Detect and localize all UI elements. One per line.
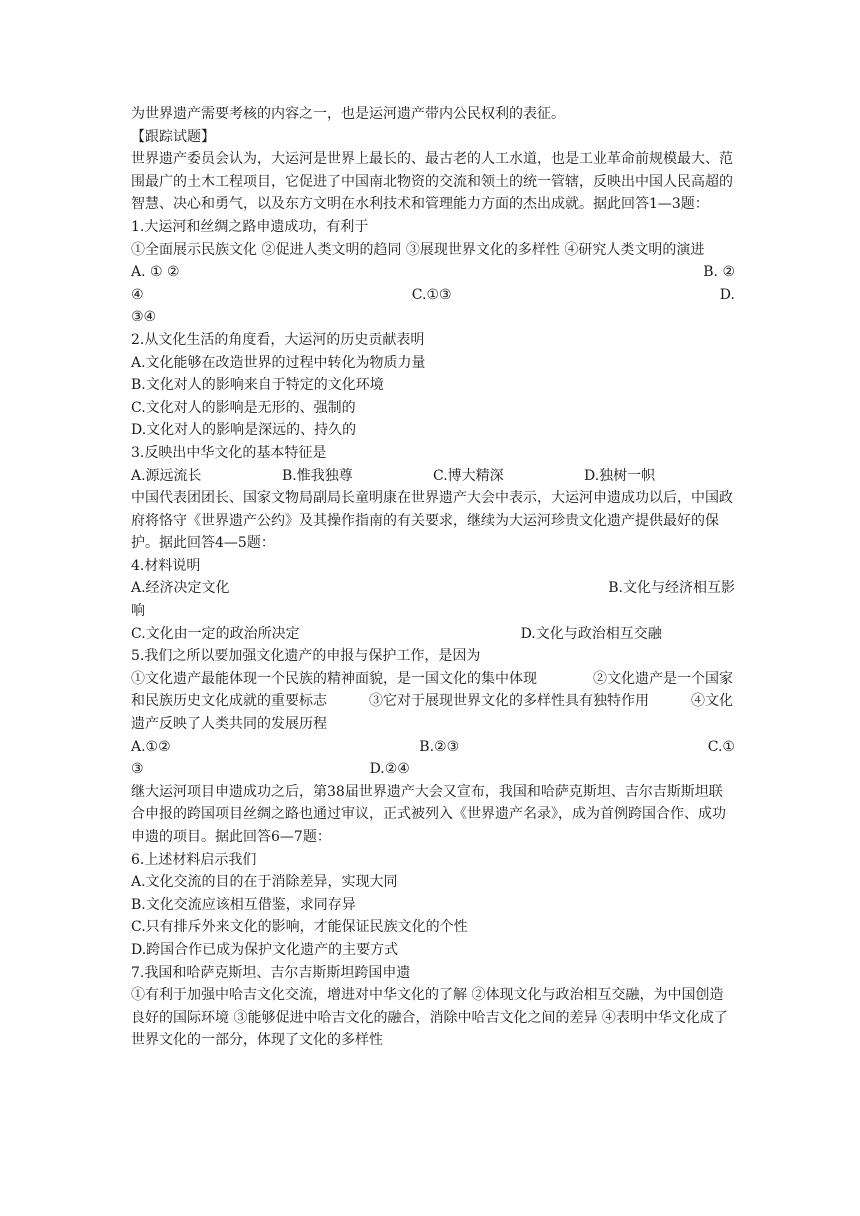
question-7-stem: 7.我国和哈萨克斯坦、吉尔吉斯斯坦跨国申遗	[131, 964, 411, 981]
question-6-option-c: C.只有排斥外来文化的影响，才能保证民族文化的个性	[131, 919, 468, 936]
question-6-stem: 6.上述材料启示我们	[131, 851, 257, 868]
question-2-option-c: C.文化对人的影响是无形的、强制的	[131, 399, 356, 416]
material-2: 中国代表团团长、国家文物局副局长童明康在世界遗产大会中表示，大运河申遗成功以后，中国政府将恪守《世界遗产公约》及其操作指南的有关要求，继续为大运河珍贵文化遗产提供最好的保护。据此回答4—5题：	[131, 490, 733, 552]
question-6-option-a: A.文化交流的目的在于消除差异，实现大同	[131, 874, 398, 891]
question-4-stem: 4.材料说明	[131, 557, 201, 574]
material-1: 世界遗产委员会认为，大运河是世界上最长的、最古老的人工水道，也是工业革命前规模最大、范围最广的土木工程项目，它促进了中国南北物资的交流和领土的统一管辖，反映出中国人民高超的智慧、决心和勇气，以及东方文明在水利技术和管理能力方面的杰出成就。据此回答1—3题：	[131, 151, 733, 213]
question-1-options-row-1	[131, 261, 735, 284]
question-4-option-a: A.经济决定文化	[131, 580, 230, 597]
question-5-option-c-cont: ③	[131, 761, 144, 778]
question-5-option-d: D.②④	[369, 761, 410, 778]
question-1-options-row-2	[131, 284, 735, 307]
question-5-options-row-1	[131, 736, 735, 759]
question-1-option-d-cont: ③④	[131, 309, 157, 326]
question-6-option-b: B.文化交流应该相互借鉴，求同存异	[131, 896, 356, 913]
question-5-stem: 5.我们之所以要加强文化遗产的申报与保护工作，是因为	[131, 648, 481, 665]
question-1-option-c: C.①③	[411, 286, 452, 303]
question-3-option-d: D.独树一帜	[584, 467, 656, 484]
material-3: 继大运河项目申遗成功之后，第38届世界遗产大会又宣布，我国和哈萨克斯坦、吉尔吉斯斯坦联合申报的跨国项目丝绸之路也通过审议，正式被列入《世界遗产名录》，成为首例跨国合作、成功申遗的项目。据此回答6—7题：	[131, 783, 726, 845]
question-1-option-a: A. ① ②	[131, 264, 180, 281]
section-title: 【跟踪试题】	[131, 128, 215, 145]
question-5-option-a: A.①②	[131, 738, 171, 755]
question-1-option-b: B. ②	[703, 264, 735, 281]
question-6-option-d: D.跨国合作已成为保护文化遗产的主要方式	[131, 941, 399, 958]
question-3-options	[131, 465, 735, 488]
question-5-option-c: C.①	[707, 738, 735, 755]
question-2-option-b: B.文化对人的影响来自于特定的文化环境	[131, 377, 384, 394]
question-5-option-b: B.②③	[419, 738, 460, 755]
question-1-statements: ①全面展示民族文化 ②促进人类文明的趋同 ③展现世界文化的多样性 ④研究人类文明的演进	[131, 241, 705, 258]
question-3-option-a: A.源远流长	[131, 467, 202, 484]
question-1-option-b-cont: ④	[131, 286, 144, 303]
question-5-statements: ①文化遗产最能体现一个民族的精神面貌，是一国文化的集中体现 ②文化遗产是一个国家和民族历史文化成就的重要标志 ③它对于展现世界文化的多样性具有独特作用 ④文化遗产反映了人类共同的发展历程	[131, 670, 733, 733]
question-7-statements: ①有利于加强中哈吉文化交流，增进对中华文化的了解 ②体现文化与政治相互交融，为中国创造良好的国际环境 ③能够促进中哈吉文化的融合，消除中哈吉文化之间的差异 ④表明中华文化成了世界文化的一部分，体现了文化的多样性	[131, 987, 728, 1049]
question-4-options-row-2	[131, 623, 735, 646]
question-2-stem: 2.从文化生活的角度看，大运河的历史贡献表明	[131, 331, 425, 348]
question-3-stem: 3.反映出中华文化的基本特征是	[131, 444, 327, 461]
document-body	[131, 103, 735, 1052]
question-4-option-c: C.文化由一定的政治所决定	[131, 625, 300, 642]
question-4-options-row-1	[131, 577, 735, 600]
question-4-option-b: B.文化与经济相互影	[608, 580, 735, 597]
intro-tail-text: 为世界遗产需要考核的内容之一，也是运河遗产带内公民权利的表征。	[131, 106, 565, 122]
question-1-option-d: D.	[719, 286, 735, 303]
question-4-option-b-cont: 响	[131, 603, 145, 620]
question-1-stem: 1.大运河和丝绸之路申遗成功，有利于	[131, 218, 369, 235]
question-3-option-b: B.惟我独尊	[282, 467, 353, 484]
question-4-option-d: D.文化与政治相互交融	[520, 625, 662, 642]
question-5-options-row-2	[131, 758, 735, 781]
question-2-option-d: D.文化对人的影响是深远的、持久的	[131, 422, 357, 439]
question-3-option-c: C.博大精深	[433, 467, 504, 484]
question-2-option-a: A.文化能够在改造世界的过程中转化为物质力量	[131, 354, 426, 371]
